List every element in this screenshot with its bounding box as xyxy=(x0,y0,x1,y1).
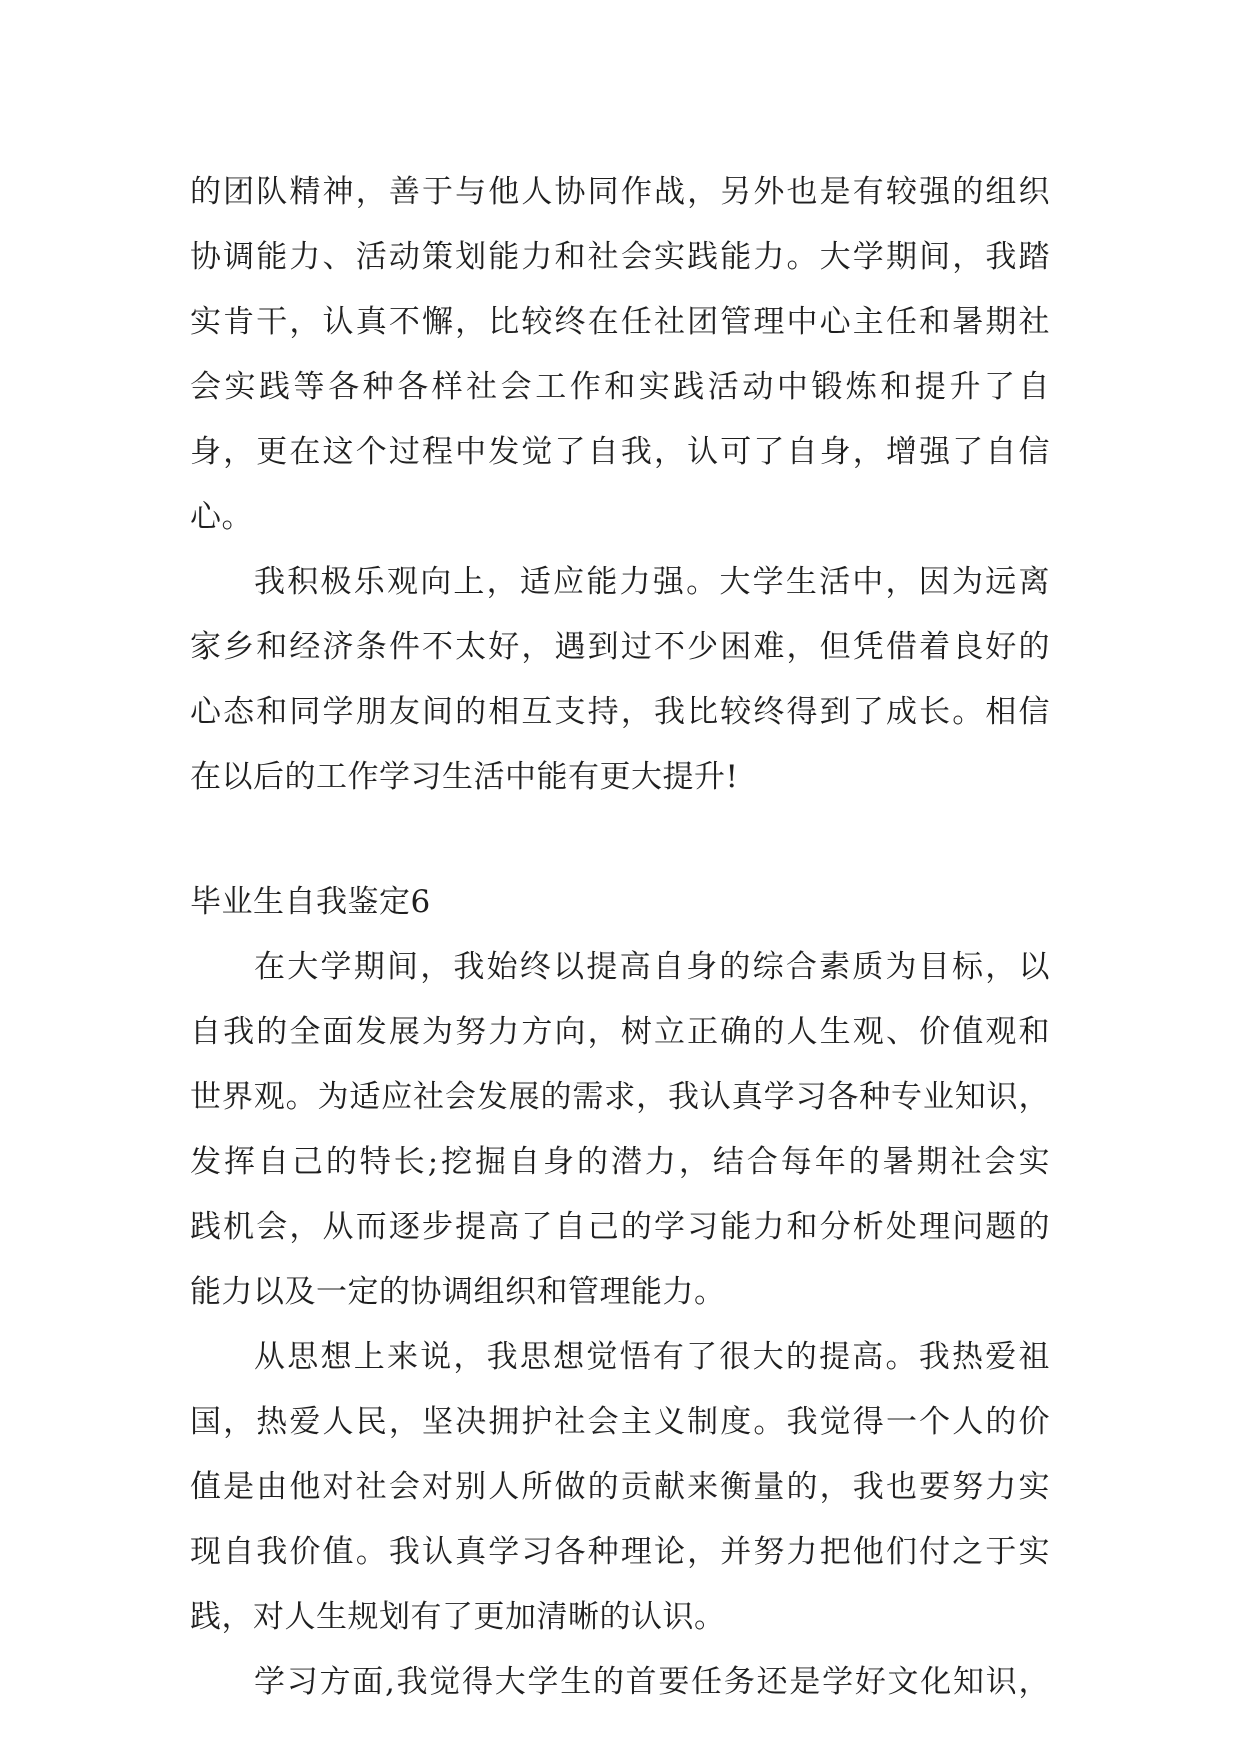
text-line: 践，对人生规划有了更加清晰的认识。 xyxy=(190,1599,726,1635)
paragraph xyxy=(190,160,1050,550)
section-spacer xyxy=(190,810,1050,870)
text-line: 在大学期间，我始终以提高自身的综合素质为目标，以 xyxy=(254,949,1050,985)
paragraph xyxy=(190,1650,1050,1715)
text-line: 在以后的工作学习生活中能有更大提升! xyxy=(190,759,739,795)
text-line: 心态和同学朋友间的相互支持，我比较终得到了成长。相信 xyxy=(190,694,1050,730)
text-line: 学习方面,我觉得大学生的首要任务还是学好文化知识， xyxy=(254,1664,1050,1700)
text-line: 国，热爱人民，坚决拥护社会主义制度。我觉得一个人的价 xyxy=(190,1404,1050,1440)
paragraph xyxy=(190,1325,1050,1650)
section-title: 毕业生自我鉴定6 xyxy=(190,884,431,920)
text-line: 心。 xyxy=(190,499,253,535)
text-line: 实肯干，认真不懈，比较终在任社团管理中心主任和暑期社 xyxy=(190,304,1050,340)
text-line: 我积极乐观向上，适应能力强。大学生活中，因为远离 xyxy=(254,564,1050,600)
text-line: 践机会，从而逐步提高了自己的学习能力和分析处理问题的 xyxy=(190,1209,1050,1245)
text-line: 能力以及一定的协调组织和管理能力。 xyxy=(190,1274,726,1310)
text-line: 自我的全面发展为努力方向，树立正确的人生观、价值观和 xyxy=(190,1014,1050,1050)
text-line: 的团队精神，善于与他人协同作战，另外也是有较强的组织 xyxy=(190,174,1050,210)
text-line: 世界观。为适应社会发展的需求，我认真学习各种专业知识， xyxy=(190,1079,1050,1115)
text-line: 现自我价值。我认真学习各种理论，并努力把他们付之于实 xyxy=(190,1534,1050,1570)
text-line: 值是由他对社会对别人所做的贡献来衡量的，我也要努力实 xyxy=(190,1469,1050,1505)
paragraph xyxy=(190,550,1050,810)
text-line: 身，更在这个过程中发觉了自我，认可了自身，增强了自信 xyxy=(190,434,1050,470)
text-line: 协调能力、活动策划能力和社会实践能力。大学期间，我踏 xyxy=(190,239,1050,275)
text-line: 会实践等各种各样社会工作和实践活动中锻炼和提升了自 xyxy=(190,369,1050,405)
document-body xyxy=(190,160,1050,1715)
text-line: 从思想上来说，我思想觉悟有了很大的提高。我热爱祖 xyxy=(254,1339,1050,1375)
text-line: 发挥自己的特长;挖掘自身的潜力，结合每年的暑期社会实 xyxy=(190,1144,1050,1180)
paragraph xyxy=(190,935,1050,1325)
text-line: 家乡和经济条件不太好，遇到过不少困难，但凭借着良好的 xyxy=(190,629,1050,665)
